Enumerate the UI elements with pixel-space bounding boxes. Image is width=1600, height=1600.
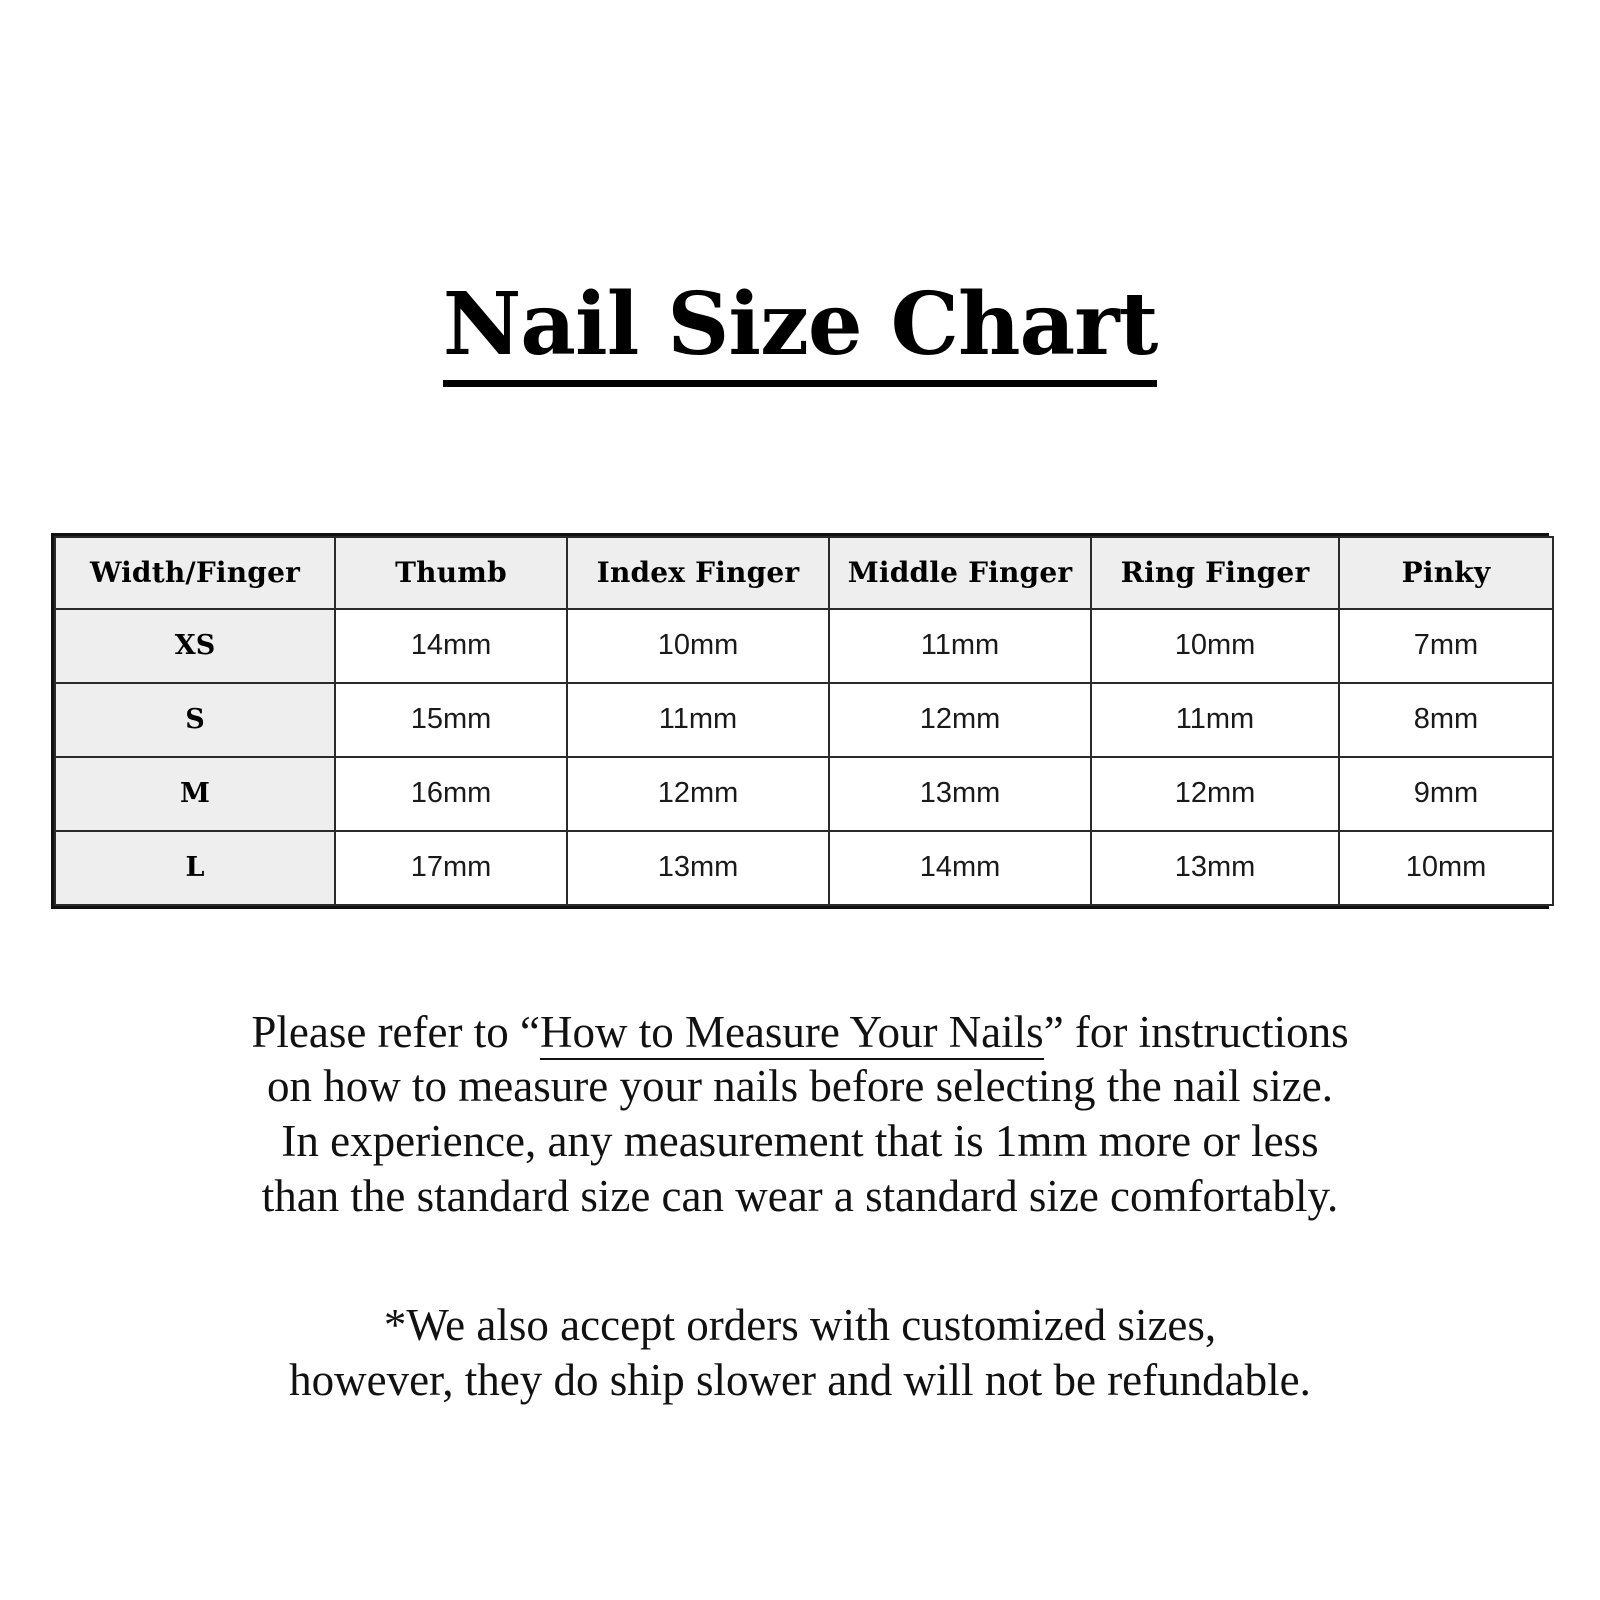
note-line-3: In experience, any measurement that is 1mm more or less: [281, 1116, 1319, 1167]
cell-thumb: 14mm: [335, 609, 567, 683]
column-header-index-finger: Index Finger: [567, 537, 829, 609]
table-row: [55, 757, 1553, 831]
note-line-2: on how to measure your nails before selecting the nail size.: [267, 1061, 1333, 1112]
cell-pinky: 8mm: [1339, 683, 1553, 757]
note-text-before: Please refer to “: [251, 1006, 540, 1057]
cell-thumb: 17mm: [335, 831, 567, 905]
notes-section: [85, 1005, 1515, 1408]
title-container: [0, 0, 1600, 445]
table-header: [55, 537, 1553, 609]
notes-spacer: [85, 1224, 1515, 1298]
note-line-4: than the standard size can wear a standard size comfortably.: [261, 1171, 1339, 1222]
size-table: [54, 536, 1554, 906]
table-row: [55, 609, 1553, 683]
cell-ring: 11mm: [1091, 683, 1339, 757]
table-header-row: [55, 537, 1553, 609]
table-row: [55, 831, 1553, 905]
row-header-size: XS: [55, 609, 335, 683]
note-line-1: [85, 1005, 1515, 1060]
column-header-ring-finger: Ring Finger: [1091, 537, 1339, 609]
cell-thumb: 15mm: [335, 683, 567, 757]
how-to-measure-link[interactable]: How to Measure Your Nails: [540, 1007, 1044, 1060]
row-header-size: S: [55, 683, 335, 757]
note-custom-line-1: *We also accept orders with customized sizes,: [383, 1300, 1217, 1351]
cell-middle: 14mm: [829, 831, 1091, 905]
page-title: Nail Size Chart: [443, 280, 1158, 387]
cell-middle: 12mm: [829, 683, 1091, 757]
cell-pinky: 10mm: [1339, 831, 1553, 905]
row-header-size: M: [55, 757, 335, 831]
note-text-after: ” for instructions: [1043, 1006, 1349, 1057]
cell-pinky: 7mm: [1339, 609, 1553, 683]
cell-thumb: 16mm: [335, 757, 567, 831]
cell-index: 12mm: [567, 757, 829, 831]
column-header-width-finger: Width/Finger: [55, 537, 335, 609]
table-body: [55, 609, 1553, 905]
table-row: [55, 683, 1553, 757]
row-header-size: L: [55, 831, 335, 905]
cell-pinky: 9mm: [1339, 757, 1553, 831]
note-custom-line-2: however, they do ship slower and will not be refundable.: [289, 1354, 1311, 1405]
size-table-container: [51, 533, 1549, 909]
cell-ring: 10mm: [1091, 609, 1339, 683]
cell-index: 11mm: [567, 683, 829, 757]
cell-middle: 13mm: [829, 757, 1091, 831]
column-header-pinky: Pinky: [1339, 537, 1553, 609]
cell-index: 13mm: [567, 831, 829, 905]
cell-index: 10mm: [567, 609, 829, 683]
cell-ring: 12mm: [1091, 757, 1339, 831]
column-header-middle-finger: Middle Finger: [829, 537, 1091, 609]
column-header-thumb: Thumb: [335, 537, 567, 609]
cell-ring: 13mm: [1091, 831, 1339, 905]
cell-middle: 11mm: [829, 609, 1091, 683]
